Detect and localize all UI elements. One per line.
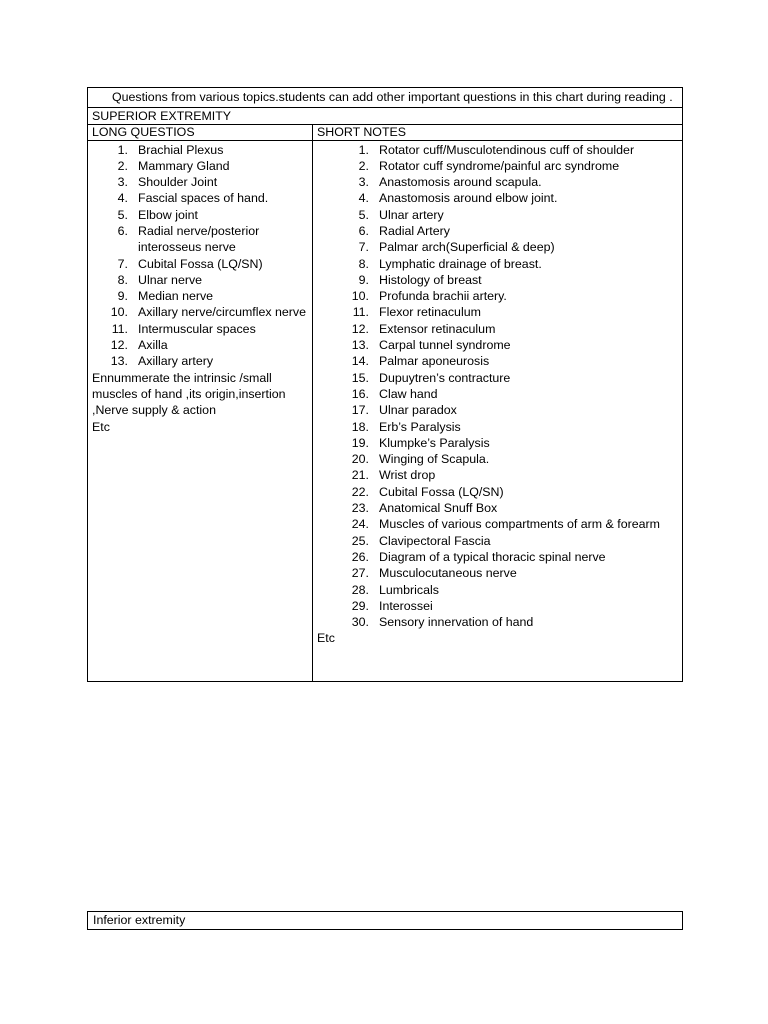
item-text: Carpal tunnel syndrome [379, 338, 511, 353]
item-number: 27. [351, 566, 369, 581]
list-item [92, 321, 308, 337]
item-number: 6. [117, 223, 128, 238]
item-text: Winging of Scapula. [379, 452, 490, 467]
item-number: 14. [351, 354, 369, 369]
item-text: Flexor retinaculum [379, 305, 481, 320]
item-text: Palmar aponeurosis [379, 354, 490, 369]
item-text: Erb’s Paralysis [379, 419, 461, 434]
superior-extremity-table [87, 87, 683, 682]
item-number: 6. [358, 223, 369, 238]
item-number: 10. [110, 305, 128, 320]
long-questions-list [88, 141, 312, 681]
list-item [92, 207, 308, 223]
item-number: 2. [117, 158, 128, 173]
item-text: Anastomosis around scapula. [379, 175, 542, 190]
item-number: 8. [117, 272, 128, 287]
item-text: Brachial Plexus [138, 142, 224, 157]
item-text: Axillary artery [138, 354, 214, 369]
list-item [92, 272, 308, 288]
item-text: Histology of breast [379, 272, 482, 287]
item-number: 7. [117, 256, 128, 271]
item-text: Ulnar nerve [138, 272, 203, 287]
item-text: Mammary Gland [138, 158, 230, 173]
item-text: Klumpke’s Paralysis [379, 435, 490, 450]
item-number: 5. [358, 207, 369, 222]
list-item [317, 370, 678, 386]
item-number: 4. [117, 191, 128, 206]
list-item [317, 451, 678, 467]
list-item [317, 484, 678, 500]
list-item [317, 598, 678, 614]
item-number: 29. [351, 598, 369, 613]
section-title: SUPERIOR EXTREMITY [88, 108, 682, 125]
list-item [317, 223, 678, 239]
list-item [317, 500, 678, 516]
list-item [317, 207, 678, 223]
item-number: 17. [351, 403, 369, 418]
list-item [92, 353, 308, 369]
long-etc: Etc [92, 419, 110, 434]
list-item [317, 337, 678, 353]
inferior-extremity-row: Inferior extremity [87, 911, 683, 930]
list-item [317, 582, 678, 598]
item-text: Clavipectoral Fascia [379, 533, 491, 548]
list-item [317, 272, 678, 288]
item-text: Dupuytren’s contracture [379, 370, 511, 385]
item-text: Axilla [138, 338, 168, 353]
list-item [317, 402, 678, 418]
list-item [317, 565, 678, 581]
item-number: 1. [358, 142, 369, 157]
item-text: Ulnar artery [379, 207, 444, 222]
item-number: 28. [351, 582, 369, 597]
item-text: Claw hand [379, 386, 438, 401]
list-item [92, 288, 308, 304]
item-text: Lymphatic drainage of breast. [379, 256, 542, 271]
item-number: 1. [117, 142, 128, 157]
item-text: Lumbricals [379, 582, 439, 597]
list-item [92, 158, 308, 174]
item-number: 9. [358, 272, 369, 287]
list-item [92, 223, 308, 256]
list-item [317, 288, 678, 304]
list-item [317, 321, 678, 337]
item-text: Anatomical Snuff Box [379, 501, 498, 516]
item-number: 3. [358, 175, 369, 190]
list-item [317, 516, 678, 532]
item-text: Interossei [379, 598, 433, 613]
item-text: Shoulder Joint [138, 175, 218, 190]
item-text: Profunda brachii artery. [379, 289, 507, 304]
item-number: 13. [351, 338, 369, 353]
item-number: 19. [351, 435, 369, 450]
item-number: 8. [358, 256, 369, 271]
item-text: Radial nerve/posterior interosseus nerve [138, 223, 260, 255]
item-number: 21. [351, 468, 369, 483]
item-number: 24. [351, 517, 369, 532]
item-number: 10. [351, 289, 369, 304]
short-notes-heading: SHORT NOTES [313, 125, 682, 141]
item-number: 9. [117, 289, 128, 304]
item-text: Ulnar paradox [379, 403, 457, 418]
list-item [317, 419, 678, 435]
list-item [317, 190, 678, 206]
list-item [92, 190, 308, 206]
item-text: Rotator cuff/Musculotendinous cuff of shoulder [379, 142, 635, 157]
list-item [317, 353, 678, 369]
list-item [317, 533, 678, 549]
short-etc: Etc [317, 631, 335, 646]
item-text: Cubital Fossa (LQ/SN) [138, 256, 263, 271]
list-item [317, 158, 678, 174]
item-text: Extensor retinaculum [379, 321, 496, 336]
item-text: Axillary nerve/circumflex nerve [138, 305, 307, 320]
item-number: 12. [110, 338, 128, 353]
list-item [317, 256, 678, 272]
list-item [317, 142, 678, 158]
item-number: 23. [351, 501, 369, 516]
long-questions-column [88, 125, 313, 681]
item-text: Intermuscular spaces [138, 321, 256, 336]
item-number: 11. [111, 321, 128, 336]
item-text: Muscles of various compartments of arm & forearm [379, 517, 660, 532]
item-number: 5. [117, 207, 128, 222]
intro-text: Questions from various topics.students can add other important questions in this chart during reading . [112, 90, 673, 104]
list-item [317, 614, 678, 630]
list-item [92, 256, 308, 272]
long-questions-heading: LONG QUESTIOS [88, 125, 312, 141]
item-text: Cubital Fossa (LQ/SN) [379, 484, 504, 499]
item-text: Palmar arch(Superficial & deep) [379, 240, 555, 255]
item-number: 26. [351, 549, 369, 564]
item-number: 16. [351, 386, 369, 401]
list-item [317, 239, 678, 255]
item-text: Elbow joint [138, 207, 198, 222]
item-text: Median nerve [138, 289, 214, 304]
item-text: Diagram of a typical thoracic spinal nerve [379, 549, 606, 564]
item-text: Radial Artery [379, 223, 450, 238]
item-number: 20. [351, 452, 369, 467]
item-number: 30. [351, 615, 369, 630]
columns [88, 125, 682, 681]
list-item [317, 549, 678, 565]
item-text: Rotator cuff syndrome/painful arc syndrome [379, 158, 620, 173]
list-item [317, 386, 678, 402]
item-text: Sensory innervation of hand [379, 615, 534, 630]
item-number: 22. [351, 484, 369, 499]
list-item [92, 337, 308, 353]
item-number: 13. [110, 354, 128, 369]
item-number: 25. [351, 533, 369, 548]
item-number: 18. [351, 419, 369, 434]
list-item [317, 467, 678, 483]
list-item [92, 304, 308, 320]
item-number: 3. [117, 175, 128, 190]
item-number: 11. [352, 305, 369, 320]
list-item [92, 174, 308, 190]
item-number: 4. [358, 191, 369, 206]
item-text: Wrist drop [379, 468, 436, 483]
item-number: 15. [351, 370, 369, 385]
list-item [92, 142, 308, 158]
item-number: 7. [358, 240, 369, 255]
list-item [317, 174, 678, 190]
intrinsic-muscles-note: Ennummerate the intrinsic /small muscles of hand ,its origin,insertion ,Nerve supply & action [92, 370, 286, 418]
list-item [317, 304, 678, 320]
intro-row [88, 88, 682, 108]
item-text: Anastomosis around elbow joint. [379, 191, 558, 206]
item-number: 2. [358, 158, 369, 173]
list-item [317, 435, 678, 451]
item-text: Fascial spaces of hand. [138, 191, 269, 206]
short-notes-list [313, 141, 682, 681]
item-number: 12. [351, 321, 369, 336]
short-notes-column [313, 125, 682, 681]
item-text: Musculocutaneous nerve [379, 566, 517, 581]
